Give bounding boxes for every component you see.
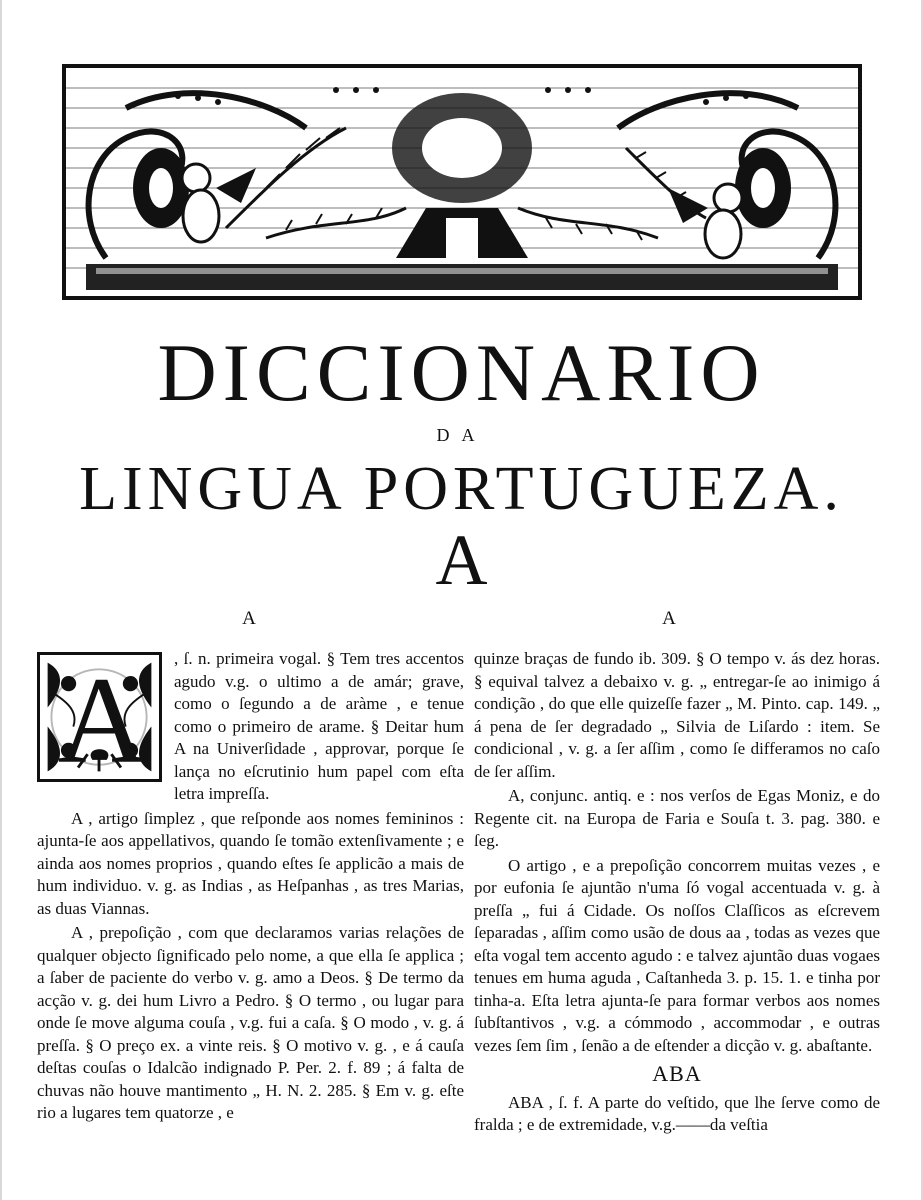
right-column xyxy=(474,648,880,1137)
entry-a-conjunction: A, conjunc. antiq. e : nos verſos de Egas Moniz, e do Regente cit. na Europa de Faria e Souſa t. 3. pag. 380. e ſeg. xyxy=(474,786,880,850)
drop-cap-ornament xyxy=(37,652,162,782)
title-diccionario: DICCIONARIO xyxy=(157,327,766,418)
title-lingua-portugueza: LINGUA PORTUGUEZA. xyxy=(79,455,844,523)
section-heading-aba: ABA xyxy=(652,1061,702,1086)
entry-a-preposition-continued: quinze braças de fundo ib. 309. § O tempo v. ás dez horas. § equival talvez a debaixo v. g. „ entregar-ſe ao inimigo á condição , do que elle quizeſſe fazer „ M. Pinto. cap. 149. „ á pena de ſer degradado „ Silvia de Liſardo : item. Se condicional , v. g. a ſer aſſim , como ſe differamos no caſo de ſer aſſim. xyxy=(474,649,880,781)
entry-a-article: A , artigo ſimplez , que reſponde aos nomes femininos : ajunta-ſe aos appellativos, quando ſe tomão extenſivamente ; e ainda aos nomes proprios , quando eſtes ſe applicão a mais de hum individuo. v. g. as Indias , as Heſpanhas , as tres Marias, as duas Viannas. xyxy=(37,808,464,918)
left-column xyxy=(37,648,464,1125)
ornamental-headpiece xyxy=(62,64,862,300)
title-section-letter: A xyxy=(435,520,488,600)
column-header-right: A xyxy=(662,608,676,629)
title-da: DA xyxy=(436,425,487,445)
headpiece-ornament-icon xyxy=(66,68,858,296)
entry-a-usage-note: O artigo , e a prepoſição concorrem muitas vezes , e por eufonia ſe ajuntão n'uma ſó vogal accentuada v. g. à preſſa „ fui á Cidade. Os noſſos Claſſicos as eſcrevem ſeparadas , aſſim como usão de dous aa , todas as vezes que eſta vogal tem accento agudo : e talvez ajuntão duas vogaes tenues em huma aguda , Caſtanheda 3. p. 15. 1. e tinha por tinha-a. Eſta letra ajunta-ſe para formar verbos aos nomes ſubſtantivos , v.g. a cómmodo , accommodar , e outras vezes ſem ſim , ſenão a de eſtender a dicção v. g. abaſtante. xyxy=(474,855,880,1055)
drop-cap-letter: A xyxy=(57,652,148,782)
page-edge-left xyxy=(0,0,2,1200)
column-header-left: A xyxy=(242,608,256,629)
entry-a-vowel: , ſ. n. primeira vogal. § Tem tres accentos agudo v.g. o ultimo a de amár; grave, como o ſegundo a de aràme , e tenue como o primeiro de arame. § Deitar hum A na Univerſidade , approvar, porque ſe lança no eſcrutinio hum papel com eſta letra impreſſa. xyxy=(174,649,464,803)
entry-aba: ABA , ſ. f. A parte do veſtido, que lhe ſerve como de fralda ; e de extremidade, v.g.——da veſtia xyxy=(474,1092,880,1134)
entry-a-preposition: A , prepoſição , com que declaramos varias relações de qualquer objecto ſignificado pelo nome, a que ella ſe applica ; a ſaber de paciente do verbo v. g. amo a Deos. § De termo da acção v. g. dei hum Livro a Pedro. § O termo , ou lugar para onde ſe move alguma couſa , v.g. fui a caſa. § O modo , v. g. á preſſa. § O preço ex. a vinte reis. § O motivo v. g. , e á cauſa deſtas couſas o Idalcão indignado P. Per. 2. f. 89 ; á falta de chuvas não houve mantimento „ H. N. 2. 285. § Em v. g. eſte rio a lugares tem quatorze , e xyxy=(37,923,464,1122)
